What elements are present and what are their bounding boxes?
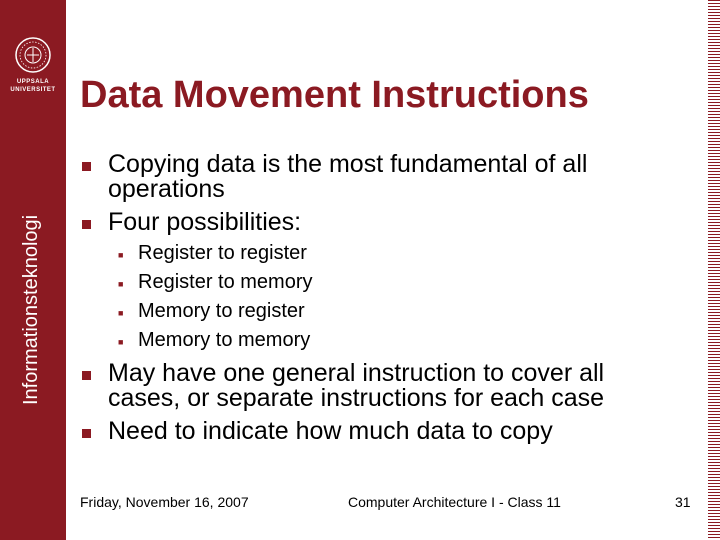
logo-line-2: UNIVERSITET: [10, 87, 56, 93]
sub-bullet-item: [82, 326, 682, 355]
sub-bullet-list: [82, 239, 682, 355]
bullet-item: [82, 152, 682, 202]
decorative-edge-stripes: [708, 0, 720, 540]
sub-bullet-item: [82, 239, 682, 268]
sub-bullet-text: Memory to register: [138, 300, 305, 322]
bullet-text: Four possibilities:: [108, 208, 302, 236]
sub-bullet-item: [82, 268, 682, 297]
sub-bullet-item: [82, 297, 682, 326]
page-number: 31: [675, 494, 691, 510]
slide-title: Data Movement Instructions: [80, 74, 589, 116]
small-square-bullet-icon: ■: [118, 308, 124, 318]
bullet-text: Need to indicate how much data to copy: [108, 417, 553, 445]
bullet-item: [82, 419, 682, 444]
sub-bullet-text: Memory to memory: [138, 329, 311, 351]
square-bullet-icon: [82, 162, 91, 171]
bullet-list: [82, 152, 682, 452]
square-bullet-icon: [82, 429, 91, 438]
sub-bullet-text: Register to register: [138, 242, 307, 264]
small-square-bullet-icon: ■: [118, 279, 124, 289]
logo-line-1: UPPSALA: [16, 79, 50, 85]
department-label: Informationsteknologi: [20, 214, 42, 405]
university-seal-logo: [14, 36, 52, 74]
small-square-bullet-icon: ■: [118, 250, 124, 260]
bullet-item: [82, 210, 682, 235]
square-bullet-icon: [82, 371, 91, 380]
sidebar: [0, 0, 66, 540]
sub-bullet-text: Register to memory: [138, 271, 313, 293]
bullet-item: [82, 361, 682, 411]
square-bullet-icon: [82, 220, 91, 229]
bullet-text: Copying data is the most fundamental of all operations: [108, 150, 588, 203]
footer-course: Computer Architecture I - Class 11: [348, 494, 561, 510]
small-square-bullet-icon: ■: [118, 337, 124, 347]
footer-date: Friday, November 16, 2007: [80, 494, 249, 510]
bullet-text: May have one general instruction to cover all cases, or separate instructions for each case: [108, 359, 605, 412]
